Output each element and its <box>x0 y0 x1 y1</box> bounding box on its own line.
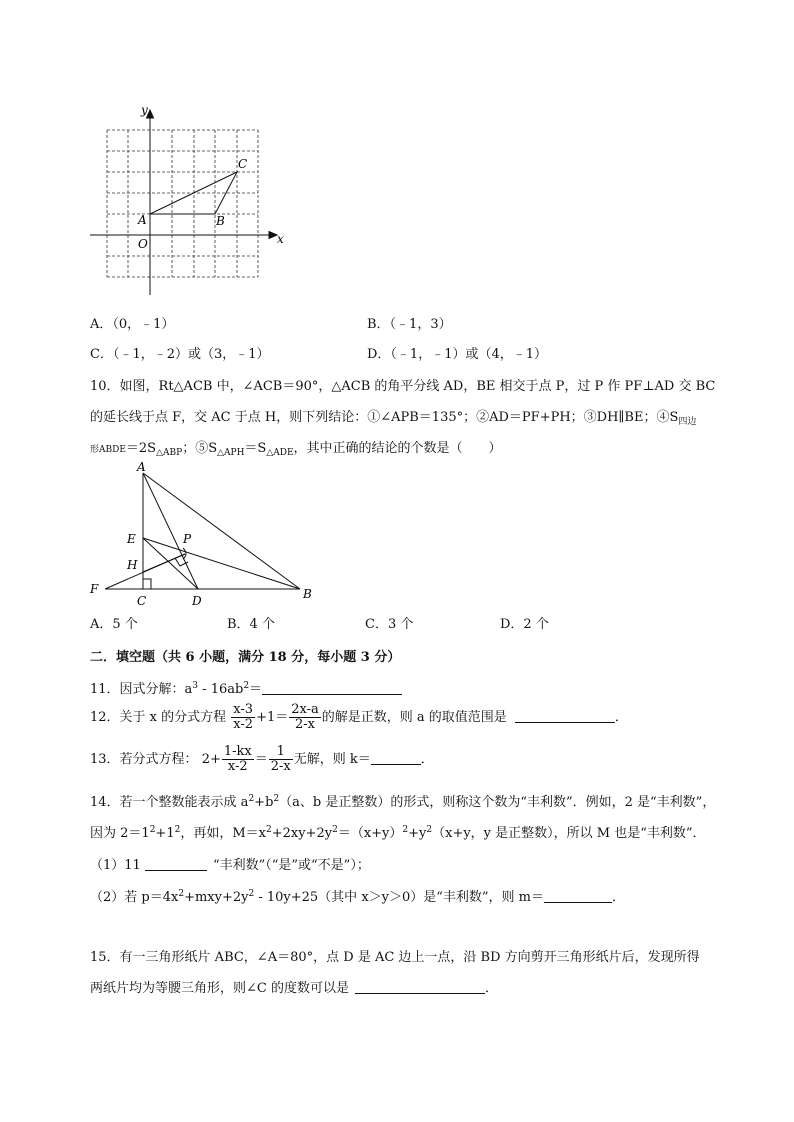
q12-line <box>90 703 628 732</box>
q10-line2-text: 的延长线于点 F，交 AC 于点 H，则下列结论：①∠APB＝135°；②AD＝PF+PH；③DH∥BE；④S <box>90 410 679 425</box>
q14-l2-sup4: 2 <box>332 825 338 835</box>
q9-coordinate-grid-figure <box>85 100 290 300</box>
q14-sub2-a: （2）若 p＝4x <box>90 890 179 905</box>
q14-l2-c: ，再如，M＝x <box>180 826 266 841</box>
q15-line1: 15．有一三角形纸片 ABC，∠A＝80°，点 D 是 AC 边上一点，沿 BD 方向剪开三角形纸片后，发现所得 <box>90 950 700 965</box>
x-axis-label: x <box>277 232 284 246</box>
q14-period: ． <box>612 890 626 905</box>
q14-sub2-sup2: 2 <box>248 889 255 899</box>
q13-answer-blank[interactable] <box>371 752 421 765</box>
q14-l1-b: +b <box>254 795 274 810</box>
q13-fraction-2 <box>269 745 293 774</box>
q12-frac2-num: 2x-a <box>291 702 319 717</box>
q11-suffix: ＝ <box>249 682 263 697</box>
q11-mid: - 16ab <box>198 682 244 697</box>
q10-option-c[interactable]: C．3 个 <box>365 617 414 632</box>
point-b-label: B <box>216 214 225 228</box>
q12-plus: +1＝ <box>256 710 289 725</box>
point-c-label: C <box>238 157 248 171</box>
q14-sub1-b: “丰利数”（“是”或“不是”）； <box>212 858 370 873</box>
q10-option-b[interactable]: B．4 个 <box>227 617 275 632</box>
q14-l2-b: +1 <box>155 826 175 841</box>
x-axis-arrow-icon <box>269 232 277 239</box>
q13-frac1-den: x-2 <box>227 759 248 774</box>
q10-sub-abp: △ABP <box>156 448 183 458</box>
fig-label-a: A <box>137 460 146 474</box>
q10-stem-line3 <box>90 437 502 458</box>
q14-sub2-sup1: 2 <box>178 889 185 899</box>
q11-sup3: 3 <box>192 681 199 691</box>
q10-triangle-figure <box>85 458 325 606</box>
q13-suffix: 无解，则 k＝ <box>293 752 371 767</box>
q10-sub-abde: 形ABDE <box>90 445 126 455</box>
q15-period: ． <box>484 981 498 996</box>
q14-sub1-answer-blank[interactable] <box>145 858 207 871</box>
q15-line2-text: 两纸片均为等腰三角形，则∠C 的度数可以是 <box>90 981 349 996</box>
q13-line <box>90 745 434 774</box>
q12-fraction-2 <box>289 703 321 732</box>
fig-label-f: F <box>90 582 99 596</box>
q13-frac2-den: 2-x <box>270 759 291 774</box>
fig-label-d: D <box>192 594 202 606</box>
q14-l2-e: ＝（x+y） <box>337 826 403 841</box>
q15-answer-blank[interactable] <box>355 981 485 994</box>
q11-answer-blank[interactable] <box>262 682 402 695</box>
q9-option-a[interactable]: A．（0，﹣1） <box>90 317 175 332</box>
fig-label-c: C <box>137 594 147 606</box>
q14-l2-a: 因为 2＝1 <box>90 826 150 841</box>
q11-prefix: 11．因式分解：a <box>90 682 193 697</box>
origin-label: O <box>138 237 148 251</box>
q9-option-c[interactable]: C．（﹣1，﹣2）或（3，﹣1） <box>90 347 270 362</box>
q11-line <box>90 678 402 697</box>
q14-sub2-b: +mxy+2y <box>184 890 249 905</box>
section-fill-in-title: 二．填空题（共 6 小题，满分 18 分，每小题 3 分） <box>90 650 401 665</box>
y-axis-label: y <box>141 103 148 117</box>
q12-answer-blank[interactable] <box>515 710 615 723</box>
q9-option-b[interactable]: B．（﹣1，3） <box>367 317 452 332</box>
q10-option-a[interactable]: A．5 个 <box>90 617 138 632</box>
q14-line1 <box>90 791 715 810</box>
q14-sub2-c: - 10y+25（其中 x＞y＞0）是“丰利数”，则 m＝ <box>254 890 545 905</box>
q14-l1-a: 14．若一个整数能表示成 a <box>90 795 249 810</box>
q13-period: ． <box>420 752 434 767</box>
q12-frac1-num: x-3 <box>233 702 254 717</box>
q14-sub1-a: （1）11 <box>90 858 145 873</box>
q13-eq: ＝ <box>254 752 268 767</box>
q14-l1-c: （a、b 是正整数）的形式，则称这个数为“丰利数”．例如，2 是“丰利数”， <box>279 795 716 810</box>
point-a-label: A <box>138 213 147 227</box>
q14-l2-d: +2xy+2y <box>271 826 333 841</box>
q10-line3-c: ＝S <box>244 441 267 456</box>
q14-l2-sup2: 2 <box>174 825 181 835</box>
axes <box>90 110 277 295</box>
fig-label-h: H <box>127 558 138 572</box>
q14-sup-a: 2 <box>248 794 255 804</box>
q14-sub1 <box>90 854 370 873</box>
q12-frac2-den: 2-x <box>295 717 315 732</box>
q14-sup-b: 2 <box>273 794 280 804</box>
q10-sub-ade: △ADE <box>266 448 294 458</box>
q12-fraction-1 <box>231 703 255 732</box>
q9-option-d[interactable]: D．（﹣1，﹣1）或（4，﹣1） <box>367 347 548 362</box>
q13-fraction-1 <box>222 745 254 774</box>
q14-l2-sup3: 2 <box>265 825 272 835</box>
q14-sub2-answer-blank[interactable] <box>544 890 612 903</box>
q10-line3-b: ；⑤S <box>182 441 218 456</box>
q14-line2 <box>90 822 706 841</box>
q15-line2 <box>90 977 498 996</box>
q13-frac1-num: 1-kx <box>223 744 252 759</box>
fig-label-b: B <box>303 587 312 601</box>
q14-l2-f: +y <box>408 826 427 841</box>
q10-line2-sub: 四边 <box>678 417 697 427</box>
q12-period: ． <box>614 710 628 725</box>
q14-l2-sup6: 2 <box>426 825 433 835</box>
q14-l2-sup5: 2 <box>402 825 409 835</box>
q14-l2-g: （x+y，y 是正整数），所以 M 也是“丰利数”． <box>432 826 706 841</box>
q10-line3-a: ＝2S <box>125 441 157 456</box>
q12-frac1-den: x-2 <box>233 717 254 732</box>
grid-lines <box>107 130 258 277</box>
q10-stem-line2 <box>90 406 696 427</box>
q10-sub-aph: △APH <box>217 448 245 458</box>
q13-frac2-num: 1 <box>269 745 293 760</box>
q13-prefix: 13．若分式方程： <box>90 752 198 767</box>
q12-prefix: 12．关于 x 的分式方程 <box>90 710 227 725</box>
q10-option-d[interactable]: D．2 个 <box>500 617 549 632</box>
q11-sup2: 2 <box>243 681 250 691</box>
q10-stem-line1: 10．如图，Rt△ACB 中，∠ACB＝90°，△ACB 的角平分线 AD，BE 相交于点 P，过 P 作 PF⊥AD 交 BC <box>90 379 716 394</box>
q14-l2-sup1: 2 <box>149 825 156 835</box>
q13-lead: 2+ <box>201 752 221 767</box>
fig-label-p: P <box>183 532 192 546</box>
q12-suffix: 的解是正数，则 a 的取值范围是 <box>321 710 507 725</box>
fig-label-e: E <box>127 532 136 546</box>
q10-line3-d: ，其中正确的结论的个数是（ ） <box>293 441 502 456</box>
q14-sub2 <box>90 886 625 905</box>
